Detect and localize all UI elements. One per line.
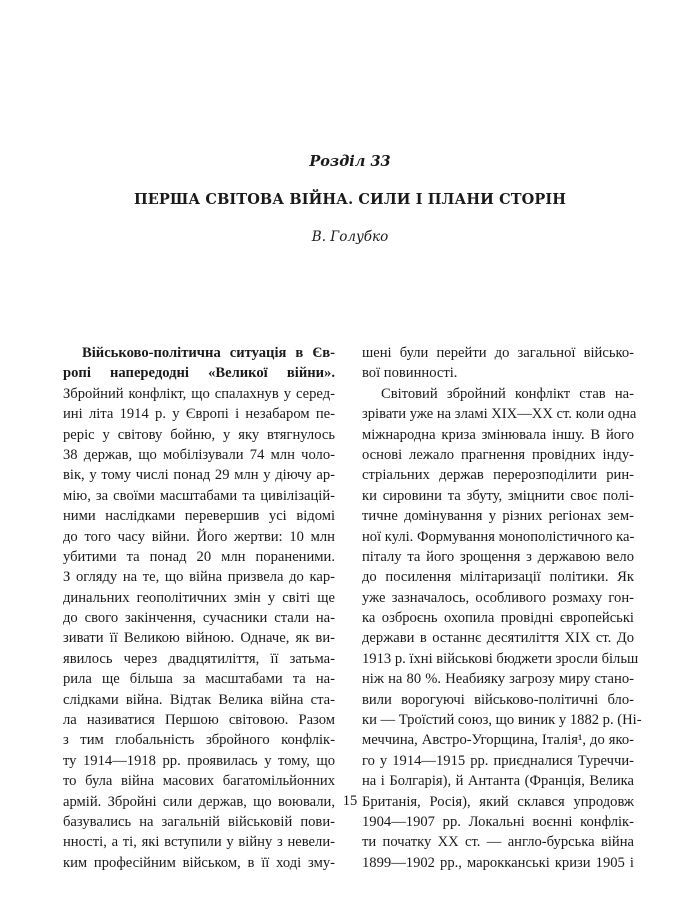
text-line bbox=[362, 384, 634, 404]
text-line bbox=[63, 567, 335, 587]
text-run: держави в останнє десятиліття XIX ст. До bbox=[362, 630, 634, 647]
text-run: уже зазначалось, особливого розмаху гон- bbox=[362, 589, 634, 606]
text-run: меччина, Австро-Угорщина, Італія¹, до яко- bbox=[362, 732, 634, 749]
text-line bbox=[63, 384, 335, 404]
text-line bbox=[63, 771, 335, 791]
text-run: вої повинності. bbox=[362, 365, 458, 382]
text-run: до свого закінчення, сучасники стали на- bbox=[63, 610, 335, 627]
text-run: на і Болгарія), й Антанта (Франція, Велика bbox=[362, 773, 634, 790]
text-line bbox=[63, 465, 335, 485]
text-run: піталу та його зрощення з державою вело bbox=[362, 548, 634, 565]
text-line bbox=[63, 669, 335, 689]
text-run: Британія, Росія), який склався упродовж bbox=[362, 793, 634, 810]
text-line bbox=[63, 832, 335, 852]
text-line bbox=[63, 853, 335, 873]
text-run: нності, а ті, які вступили у війну з невели- bbox=[63, 834, 335, 851]
text-run: го у 1914—1915 рр. приєдналися Туреччи- bbox=[362, 752, 634, 769]
bold-run: Військово-політична ситуація в Єв- bbox=[82, 345, 335, 361]
text-run: мію, за своїми масштабами та цивілізацій- bbox=[63, 487, 335, 504]
text-run: 1904—1907 рр. Локальні воєнні конфлік- bbox=[362, 813, 634, 830]
text-line bbox=[362, 730, 634, 750]
page-number: 15 bbox=[342, 793, 358, 809]
text-line bbox=[362, 343, 634, 363]
text-line bbox=[362, 628, 634, 648]
text-run: зивати її Великою війною. Одначе, як ви- bbox=[63, 630, 335, 647]
text-run: ту 1914—1918 рр. проявилась у тому, що bbox=[63, 752, 335, 769]
text-line bbox=[362, 608, 634, 628]
text-run: рила ще більша за масштабами та на- bbox=[63, 671, 335, 688]
text-run: ки сировини та збуту, зміцнити своє полі- bbox=[362, 487, 634, 504]
text-run: ла називатися Першою світовою. Разом bbox=[63, 712, 335, 729]
text-line bbox=[362, 690, 634, 710]
text-line bbox=[362, 465, 634, 485]
text-line bbox=[362, 751, 634, 771]
text-run: Збройний конфлікт, що спалахнув у серед- bbox=[63, 385, 335, 402]
text-line bbox=[362, 506, 634, 526]
text-line bbox=[362, 404, 637, 424]
text-line bbox=[362, 486, 634, 506]
bold-run: ропі напередодні «Великої війни». bbox=[63, 365, 335, 382]
text-run: слідками війна. Відтак Велика війна ста- bbox=[63, 691, 335, 708]
text-line bbox=[63, 751, 335, 771]
chapter-title: ПЕРША СВІТОВА ВІЙНА. СИЛИ І ПЛАНИ СТОРІН bbox=[133, 191, 567, 208]
text-line bbox=[63, 363, 335, 383]
text-line bbox=[362, 812, 634, 832]
text-run: Світовий збройний конфлікт став на- bbox=[381, 385, 634, 402]
text-line bbox=[63, 812, 335, 832]
text-run: 1913 р. їхні військові бюджети зросли більш bbox=[362, 650, 639, 667]
text-line bbox=[63, 547, 335, 567]
text-line bbox=[362, 832, 634, 852]
text-run: ніж на 80 %. Неабияку загрозу миру стано- bbox=[362, 671, 634, 688]
text-run: стріальних держав перерозподілити рин- bbox=[362, 467, 634, 484]
text-line bbox=[63, 404, 335, 424]
text-line bbox=[362, 363, 634, 383]
text-line bbox=[63, 649, 335, 669]
text-line bbox=[63, 445, 335, 465]
text-line bbox=[63, 527, 335, 547]
text-run: 1899—1902 рр., марокканські кризи 1905 і bbox=[362, 854, 634, 871]
text-run: вік, у тому числі понад 29 млн у діючу ар- bbox=[63, 467, 335, 484]
text-run: ині літа 1914 р. у Європі і незабаром пе- bbox=[63, 406, 335, 423]
text-run: убитими та понад 20 млн пораненими. bbox=[63, 548, 335, 565]
text-run: ка озброєнь охопила провідні європейські bbox=[362, 610, 634, 627]
text-run: ної кулі. Формування монополістичного ка- bbox=[362, 528, 635, 545]
text-line bbox=[362, 649, 639, 669]
chapter-label: Розділ 33 bbox=[309, 153, 391, 170]
text-line bbox=[63, 486, 335, 506]
text-line bbox=[362, 527, 634, 547]
text-run: шені були перейти до загальної військо- bbox=[362, 345, 634, 361]
text-line bbox=[63, 425, 335, 445]
text-run: динальних геополітичних змін у світі ще bbox=[63, 589, 335, 606]
text-line bbox=[63, 690, 335, 710]
text-line bbox=[362, 547, 634, 567]
text-line bbox=[63, 710, 335, 730]
text-run: базувались на загальній військовій пови- bbox=[63, 813, 335, 830]
text-run: вили ворогуючі військово-політичні бло- bbox=[362, 691, 634, 708]
text-run: З огляду на те, що війна призвела до кар- bbox=[63, 569, 335, 586]
text-run: до того часу війни. Його жертви: 10 млн bbox=[63, 528, 335, 545]
text-run: реріс у світову бойню, у яку втягнулось bbox=[63, 426, 335, 443]
text-run: 38 держав, що мобілізували 74 млн чоло- bbox=[63, 446, 335, 463]
text-line bbox=[362, 853, 634, 873]
author-name: В. Голубко bbox=[311, 229, 389, 245]
text-run: основі лежало прагнення провідних інду- bbox=[362, 446, 634, 463]
text-run: армій. Збройні сили держав, що воювали, bbox=[63, 793, 335, 810]
text-run: до посилення мілітаризації політики. Як bbox=[362, 569, 634, 586]
text-line bbox=[63, 628, 335, 648]
text-line bbox=[63, 588, 335, 608]
text-line bbox=[362, 588, 634, 608]
text-line bbox=[63, 608, 335, 628]
text-run: з тим глобальність збройного конфлік- bbox=[63, 732, 335, 749]
text-run: ти початку XX ст. — англо-бурська війна bbox=[362, 834, 634, 851]
text-line bbox=[362, 567, 634, 587]
text-run: ким професійним військом, в її ході зму- bbox=[63, 854, 335, 871]
text-run: явилось через двадцятиліття, її затьма- bbox=[63, 650, 335, 667]
text-run: ними наслідками перевершив усі відомі bbox=[63, 508, 335, 525]
text-line bbox=[63, 506, 335, 526]
text-line bbox=[362, 425, 634, 445]
text-run: міжнародна криза змінювала іншу. В його bbox=[362, 426, 634, 443]
text-run: то була війна масових багатомільйонних bbox=[63, 773, 335, 790]
text-run: тичне домінування у різних регіонах зем- bbox=[362, 508, 634, 525]
text-line bbox=[63, 343, 335, 363]
text-line bbox=[63, 730, 335, 750]
text-line bbox=[362, 771, 634, 791]
text-line bbox=[362, 669, 634, 689]
text-run: зрівати уже на зламі XIX—XX ст. коли одна bbox=[362, 406, 637, 423]
text-run: ки — Троїстий союз, що виник у 1882 р. (Ні- bbox=[362, 712, 642, 729]
text-line bbox=[362, 710, 642, 730]
text-line bbox=[362, 445, 634, 465]
